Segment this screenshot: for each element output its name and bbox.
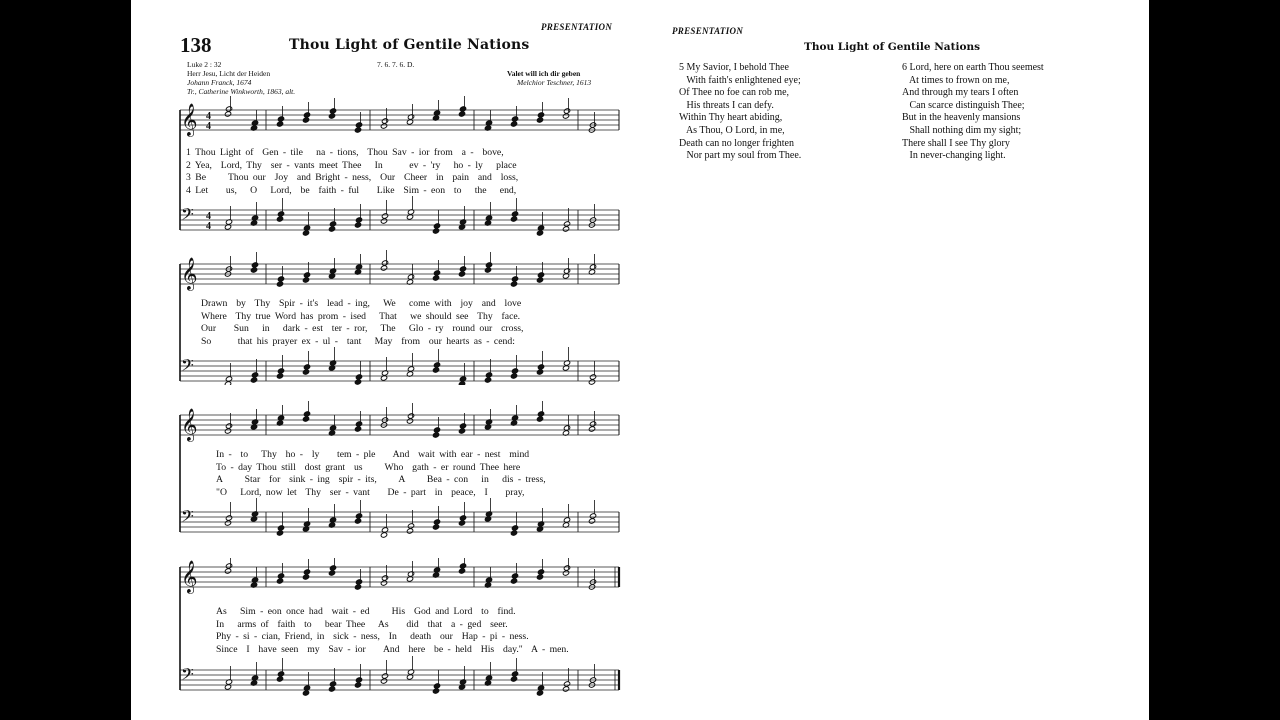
lyric-line: 3 Be Thou our Joy and Bright - ness, Our Cheer in pain and loss, bbox=[186, 172, 519, 184]
note-head bbox=[433, 223, 440, 229]
composer-credit: Melchior Teschner, 1613 bbox=[517, 78, 592, 87]
additional-stanzas-title: Thou Light of Gentile Nations bbox=[804, 41, 981, 53]
note-head bbox=[381, 575, 388, 581]
note-head bbox=[589, 513, 596, 519]
note-head bbox=[277, 211, 284, 217]
stanza-line: 5 My Savior, I behold Thee bbox=[679, 62, 789, 73]
stanza-line: 6 Lord, here on earth Thou seemest bbox=[902, 62, 1044, 73]
note-head bbox=[381, 213, 388, 219]
page-header-left: PRESENTATION bbox=[541, 22, 613, 32]
note-head bbox=[329, 565, 336, 571]
note-head bbox=[303, 411, 310, 417]
treble-clef-icon: 𝄞 bbox=[181, 103, 198, 136]
lyric-line: In arms of faith to bear Thee As did that a - ged seer. bbox=[216, 618, 508, 630]
note-head bbox=[277, 368, 284, 374]
note-head bbox=[459, 423, 466, 429]
lyrics-system-4 bbox=[216, 606, 636, 656]
bass-clef-icon: 𝄢 bbox=[181, 664, 194, 688]
page-header-right: PRESENTATION bbox=[672, 26, 744, 36]
treble-staff bbox=[180, 558, 619, 594]
translator-credit: Tr., Catherine Winkworth, 1863, alt. bbox=[187, 87, 296, 96]
bass-staff bbox=[180, 196, 619, 236]
note-head bbox=[563, 108, 570, 114]
note-head bbox=[563, 681, 570, 687]
note-head bbox=[303, 364, 310, 370]
note-head bbox=[407, 413, 414, 419]
treble-clef-icon: 𝄞 bbox=[181, 560, 198, 593]
bass-clef-icon: 𝄢 bbox=[181, 506, 194, 530]
lyrics-system-1 bbox=[186, 147, 606, 197]
note-head bbox=[251, 372, 258, 378]
note-head bbox=[459, 515, 466, 521]
lyrics-system-3 bbox=[216, 449, 636, 499]
note-head bbox=[407, 523, 414, 529]
meter: 7. 6. 7. 6. D. bbox=[377, 60, 415, 69]
lyric-line: Phy - si - cian, Friend, in sick - ness, In death our Hap - pi - ness. bbox=[216, 631, 529, 643]
lyric-line: Where Thy true Word has prom - ised That we should see Thy face. bbox=[201, 310, 521, 322]
note-head bbox=[277, 573, 284, 579]
note-head bbox=[381, 260, 388, 266]
note-head bbox=[277, 116, 284, 122]
stanza-line: Of Thee no foe can rob me, bbox=[679, 87, 790, 99]
hymn-title: Thou Light of Gentile Nations bbox=[289, 37, 530, 53]
note-head bbox=[537, 569, 544, 575]
hymn-number: 138 bbox=[180, 33, 212, 57]
note-head bbox=[563, 565, 570, 571]
lyric-line: "O Lord, now let Thy ser - vant De - part in peace, I pray, bbox=[216, 486, 525, 498]
lyric-line: 4 Let us, O Lord, be faith - ful Like Sim - eon to the end, bbox=[186, 184, 517, 196]
note-head bbox=[277, 671, 284, 677]
hymnal-page bbox=[131, 0, 1149, 720]
time-signature-digit: 4 bbox=[206, 111, 211, 122]
note-head bbox=[485, 262, 492, 268]
note-head bbox=[511, 211, 518, 217]
note-head bbox=[303, 112, 310, 118]
lyric-line: 2 Yea, Lord, Thy ser - vants meet Thee In ev - 'ry ho - ly place bbox=[186, 159, 517, 171]
note-head bbox=[511, 671, 518, 677]
stanza-line: In never-changing light. bbox=[902, 150, 1006, 162]
note-head bbox=[329, 221, 336, 227]
treble-staff bbox=[180, 401, 619, 442]
note-head bbox=[485, 372, 492, 378]
note-head bbox=[459, 106, 466, 112]
note-head bbox=[355, 217, 362, 223]
note-head bbox=[433, 362, 440, 368]
lyric-line: In - to Thy ho - ly tem - ple And wait with ear - nest mind bbox=[216, 449, 530, 460]
note-head bbox=[225, 423, 232, 429]
lyric-line: Drawn by Thy Spir - it's lead - ing, We come with joy and love bbox=[201, 298, 522, 309]
stanza-line: Shall nothing dim my sight; bbox=[902, 124, 1022, 136]
stanza-line: Can scarce distinguish Thee; bbox=[902, 99, 1025, 111]
note-head bbox=[381, 673, 388, 679]
lyric-line: So that his prayer ex - ul - tant May from our hearts as - cend: bbox=[201, 335, 515, 347]
note-head bbox=[277, 525, 284, 531]
lyric-line: Since I have seen my Sav - ior And here be - held His day." A - men. bbox=[216, 643, 569, 655]
lyric-line: A Star for sink - ing spir - its, A Bea - con in dis - tress, bbox=[216, 474, 546, 486]
note-head bbox=[381, 118, 388, 124]
note-head bbox=[225, 563, 232, 569]
time-signature-digit: 4 bbox=[206, 211, 211, 222]
stanza-line: Death can no longer frighten bbox=[679, 137, 794, 149]
stanza-line: As Thou, O Lord, in me, bbox=[679, 124, 785, 136]
treble-staff bbox=[180, 250, 619, 291]
stanza-line: But in the heavenly mansions bbox=[902, 112, 1021, 124]
note-head bbox=[433, 427, 440, 433]
note-head bbox=[277, 276, 284, 282]
note-head bbox=[355, 374, 362, 380]
tune-name: Valet will ich dir geben bbox=[507, 69, 581, 78]
note-head bbox=[355, 122, 362, 128]
note-head bbox=[511, 276, 518, 282]
note-head bbox=[329, 681, 336, 687]
treble-clef-icon: 𝄞 bbox=[181, 408, 198, 441]
note-head bbox=[355, 421, 362, 427]
note-head bbox=[511, 525, 518, 531]
note-head bbox=[537, 112, 544, 118]
stanza-line: With faith's enlightened eye; bbox=[679, 74, 801, 86]
note-head bbox=[511, 116, 518, 122]
note-head bbox=[355, 579, 362, 585]
note-head bbox=[303, 272, 310, 278]
note-head bbox=[511, 368, 518, 374]
stanza-5 bbox=[679, 62, 801, 163]
treble-staff bbox=[180, 96, 619, 137]
note-head bbox=[355, 677, 362, 683]
note-head bbox=[459, 266, 466, 272]
stanza-line: His threats I can defy. bbox=[679, 99, 774, 111]
stanza-line: There shall I see Thy glory bbox=[902, 137, 1010, 149]
note-head bbox=[537, 364, 544, 370]
stanza-line: Within Thy heart abiding, bbox=[679, 112, 783, 124]
note-head bbox=[355, 513, 362, 519]
note-head bbox=[589, 374, 596, 380]
note-head bbox=[433, 270, 440, 276]
scripture-reference: Luke 2 : 32 bbox=[187, 60, 222, 69]
lyric-line: As Sim - eon once had wait - ed His God and Lord to find. bbox=[216, 606, 516, 617]
note-head bbox=[537, 272, 544, 278]
note-head bbox=[251, 262, 258, 268]
note-head bbox=[589, 421, 596, 427]
treble-clef-icon: 𝄞 bbox=[181, 257, 198, 290]
bass-staff bbox=[180, 347, 619, 385]
time-signature-digit: 4 bbox=[206, 221, 211, 232]
stanza-line: Nor part my soul from Thee. bbox=[679, 150, 802, 162]
author-credit: Johann Franck, 1674 bbox=[187, 78, 252, 87]
lyric-line: To - day Thou still dost grant us Who gath - er round Thee here bbox=[216, 461, 521, 473]
note-head bbox=[225, 515, 232, 521]
bass-clef-icon: 𝄢 bbox=[181, 204, 194, 228]
bass-staff bbox=[180, 498, 619, 538]
stanza-6 bbox=[902, 62, 1044, 163]
note-head bbox=[433, 519, 440, 525]
note-head bbox=[459, 563, 466, 569]
note-head bbox=[303, 569, 310, 575]
note-head bbox=[563, 221, 570, 227]
time-signature-digit: 4 bbox=[206, 121, 211, 132]
note-head bbox=[225, 106, 232, 112]
note-head bbox=[537, 411, 544, 417]
lyric-line: Our Sun in dark - est ter - ror, The Glo - ry round our cross, bbox=[201, 323, 524, 335]
stanza-line: At times to frown on me, bbox=[902, 74, 1010, 86]
bass-clef-icon: 𝄢 bbox=[181, 355, 194, 379]
note-head bbox=[433, 683, 440, 689]
lyrics-system-2 bbox=[201, 298, 621, 348]
note-head bbox=[511, 573, 518, 579]
bass-staff bbox=[180, 656, 619, 696]
original-title: Herr Jesu, Licht der Heiden bbox=[187, 69, 271, 78]
stanza-line: And through my tears I often bbox=[902, 87, 1019, 99]
lyric-line: 1 Thou Light of Gen - tile na - tions, Thou Sav - ior from a - bove, bbox=[186, 147, 504, 158]
note-head bbox=[329, 108, 336, 114]
